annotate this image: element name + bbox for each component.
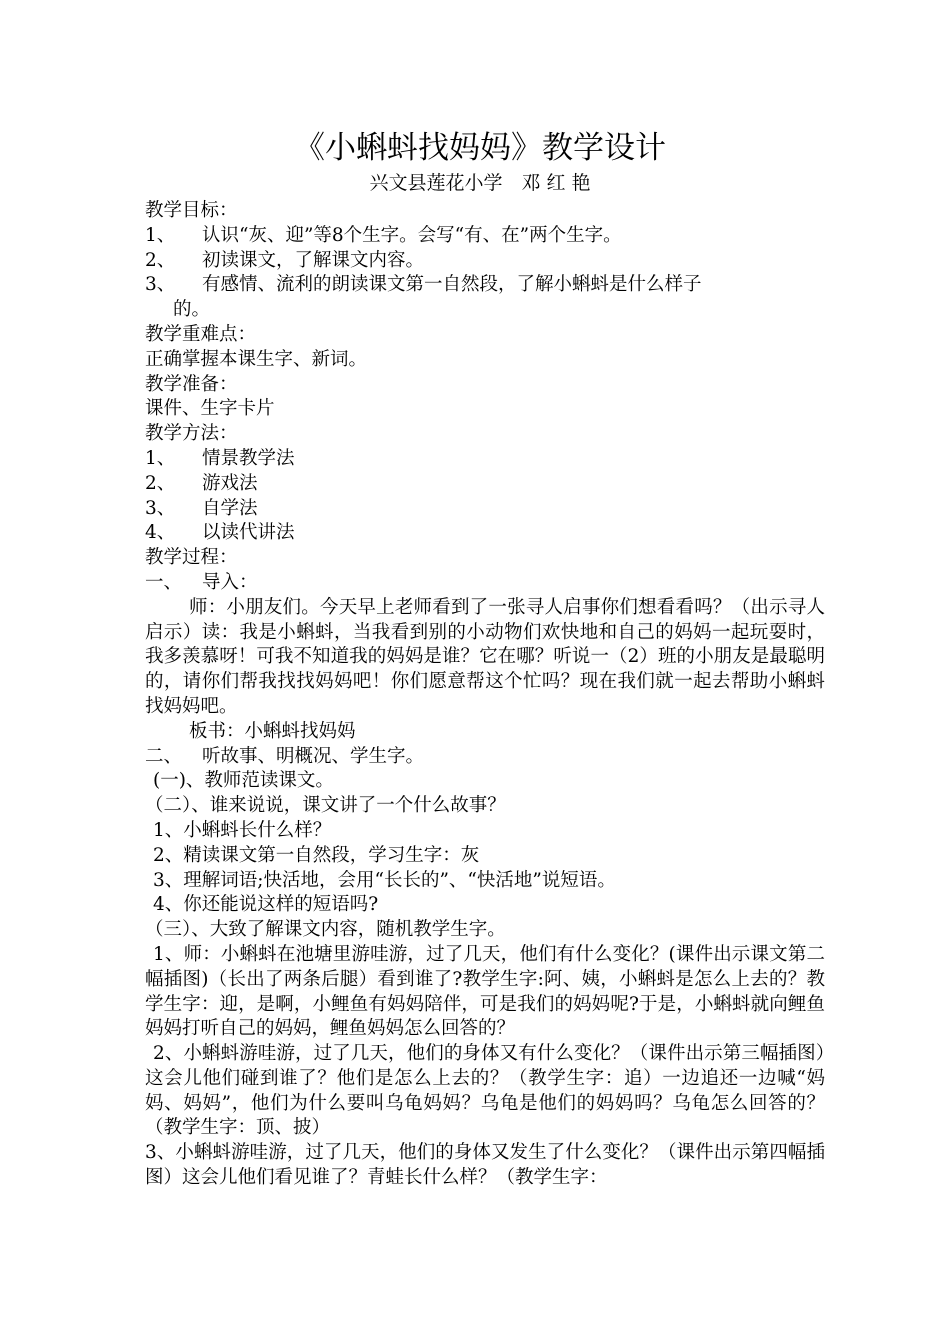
author-line: 兴文县莲花小学 邓 红 艳 xyxy=(369,172,591,194)
subsection-heading: (一)、教师范读课文。 xyxy=(153,770,334,792)
item-number: 1、 xyxy=(145,224,176,246)
body-paragraph: 3、小蝌蚪游哇游，过了几天，他们的身体又发生了什么变化？（课件出示第四幅插图）这会儿他们看见谁了？青蛙长什么样？（教学生字： xyxy=(145,1142,825,1189)
difficulty-text: 正确掌握本课生字、新词。 xyxy=(145,348,368,370)
document-title: 《小蝌蚪找妈妈》教学设计 xyxy=(294,130,666,166)
item-text: 初读课文，了解课文内容。 xyxy=(202,249,425,271)
objective-item xyxy=(145,273,825,298)
item-text: 以读代讲法 xyxy=(202,522,295,544)
item-number: 2、 xyxy=(145,249,176,271)
preparation-text: 课件、生字卡片 xyxy=(145,398,275,420)
item-text: 有感情、流利的朗读课文第一自然段，了解小蝌蚪是什么样子 xyxy=(202,274,702,296)
objective-item xyxy=(145,249,825,274)
item-text: 认识“灰、迎”等8个生字。会写“有、在”两个生字。 xyxy=(202,224,622,246)
method-item xyxy=(145,472,825,497)
method-item xyxy=(145,521,825,546)
question-item: 4、你还能说这样的短语吗? xyxy=(153,894,379,916)
item-text: 游戏法 xyxy=(202,472,258,494)
method-item xyxy=(145,497,825,522)
item-text: 自学法 xyxy=(202,497,258,519)
intro-paragraph: 师：小朋友们。今天早上老师看到了一张寻人启事你们想看看吗？（出示寻人启示）读：我是小蝌蚪，当我看到别的小动物们欢快地和自己的妈妈一起玩耍时，我多羡慕呀！可我不知道我的妈妈是谁？它在哪？听说一（2）班的小朋友是最聪明的，请你们帮我找找妈妈吧！你们愿意帮这个忙吗？现在我们就一起去帮助小蝌蚪找妈妈吧。 xyxy=(145,596,825,717)
item-number: 4、 xyxy=(145,522,176,544)
document-page xyxy=(145,126,825,1191)
method-item xyxy=(145,447,825,472)
step-number: 二、 xyxy=(145,745,183,767)
step-text: 听故事、明概况、学生字。 xyxy=(202,745,425,767)
step-text: 导入： xyxy=(202,571,258,593)
methods-heading: 教学方法： xyxy=(145,423,238,445)
item-number: 2、 xyxy=(145,472,176,494)
item-number: 1、 xyxy=(145,447,176,469)
question-item: 2、精读课文第一自然段，学习生字：灰 xyxy=(153,844,480,866)
question-item: 1、小蝌蚪长什么样？ xyxy=(153,819,332,841)
body-paragraph: 1、师：小蝌蚪在池塘里游哇游，过了几天，他们有什么变化？(课件出示课文第二幅插图)（长出了两条后腿）看到谁了?教学生字:阿、姨，小蝌蚪是怎么上去的？教学生字：迎，是啊，小鲤鱼有妈妈陪伴，可是我们的妈妈呢?于是，小蝌蚪就向鲤鱼妈妈打听自己的妈妈，鲤鱼妈妈怎么回答的？ xyxy=(145,943,825,1040)
process-step xyxy=(145,745,825,770)
body-paragraph: 2、小蝌蚪游哇游，过了几天，他们的身体又有什么变化？（课件出示第三幅插图）这会儿他们碰到谁了？他们是怎么上去的？（教学生字：追）一边追还一边喊“妈妈、妈妈”，他们为什么要叫乌龟妈妈？乌龟是他们的妈妈吗？乌龟怎么回答的？（教学生字：顶、披） xyxy=(145,1043,825,1139)
item-number: 3、 xyxy=(145,274,176,296)
process-step xyxy=(145,571,825,596)
question-item: 3、理解词语;快活地，会用“长长的”、“快活地”说短语。 xyxy=(153,869,616,891)
subsection-heading: （三）、大致了解课文内容，随机教学生字。 xyxy=(145,919,506,941)
process-heading: 教学过程： xyxy=(145,547,238,569)
preparation-heading: 教学准备： xyxy=(145,373,238,395)
difficulty-heading: 教学重难点： xyxy=(145,323,257,345)
step-number: 一、 xyxy=(145,571,183,593)
item-number: 3、 xyxy=(145,497,176,519)
board-writing: 板书：小蝌蚪找妈妈 xyxy=(189,720,356,742)
objective-item xyxy=(145,224,825,249)
objectives-heading: 教学目标： xyxy=(145,200,238,221)
item-text: 情景教学法 xyxy=(202,447,295,469)
subsection-heading: （二）、谁来说说，课文讲了一个什么故事？ xyxy=(145,795,506,817)
objective-item-continuation: 的。 xyxy=(173,299,211,321)
